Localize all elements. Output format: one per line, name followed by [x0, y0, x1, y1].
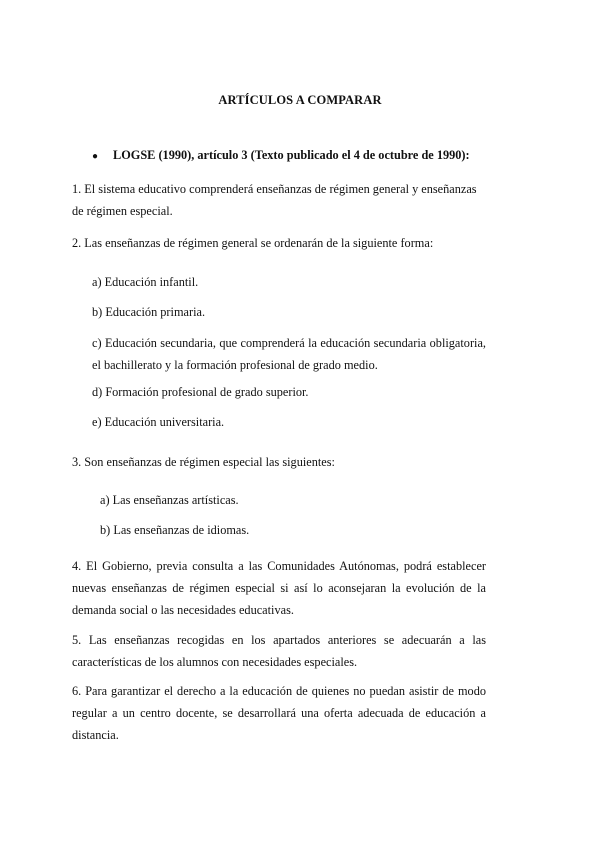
- list-item: a) Las enseñanzas artísticas.: [100, 493, 239, 507]
- page-title: ARTÍCULOS A COMPARAR: [218, 93, 382, 107]
- bullet-icon: ●: [92, 151, 99, 162]
- paragraph-4: 4. El Gobierno, previa consulta a las Comunidades Autónomas, podrá establecer nuevas enseñanzas de régimen especial si así lo aconsejaran la evolución de la demanda social o las necesidades educativas.: [72, 559, 486, 617]
- list-item: c) Educación secundaria, que comprenderá la educación secundaria obligatoria, el bachillerato y la formación profesional de grado medio.: [92, 336, 486, 372]
- section-heading-text: LOGSE (1990), artículo 3 (Texto publicado el 4 de octubre de 1990):: [113, 148, 470, 162]
- section-heading: [92, 144, 470, 168]
- list-item: b) Las enseñanzas de idiomas.: [100, 523, 250, 537]
- paragraph-6: 6. Para garantizar el derecho a la educación de quienes no puedan asistir de modo regular a un centro docente, se desarrollará una oferta adecuada de educación a distancia.: [72, 684, 486, 742]
- list-item: b) Educación primaria.: [92, 305, 206, 319]
- list-item: e) Educación universitaria.: [92, 415, 225, 429]
- paragraph-1: 1. El sistema educativo comprenderá enseñanzas de régimen general y enseñanzas de régimen especial.: [72, 182, 477, 218]
- paragraph-2: 2. Las enseñanzas de régimen general se ordenarán de la siguiente forma:: [72, 236, 434, 250]
- list-item: d) Formación profesional de grado superior.: [92, 385, 309, 399]
- list-item: a) Educación infantil.: [92, 275, 199, 289]
- paragraph-5: 5. Las enseñanzas recogidas en los apartados anteriores se adecuarán a las características de los alumnos con necesidades especiales.: [72, 633, 486, 669]
- paragraph-3: 3. Son enseñanzas de régimen especial las siguientes:: [72, 455, 335, 469]
